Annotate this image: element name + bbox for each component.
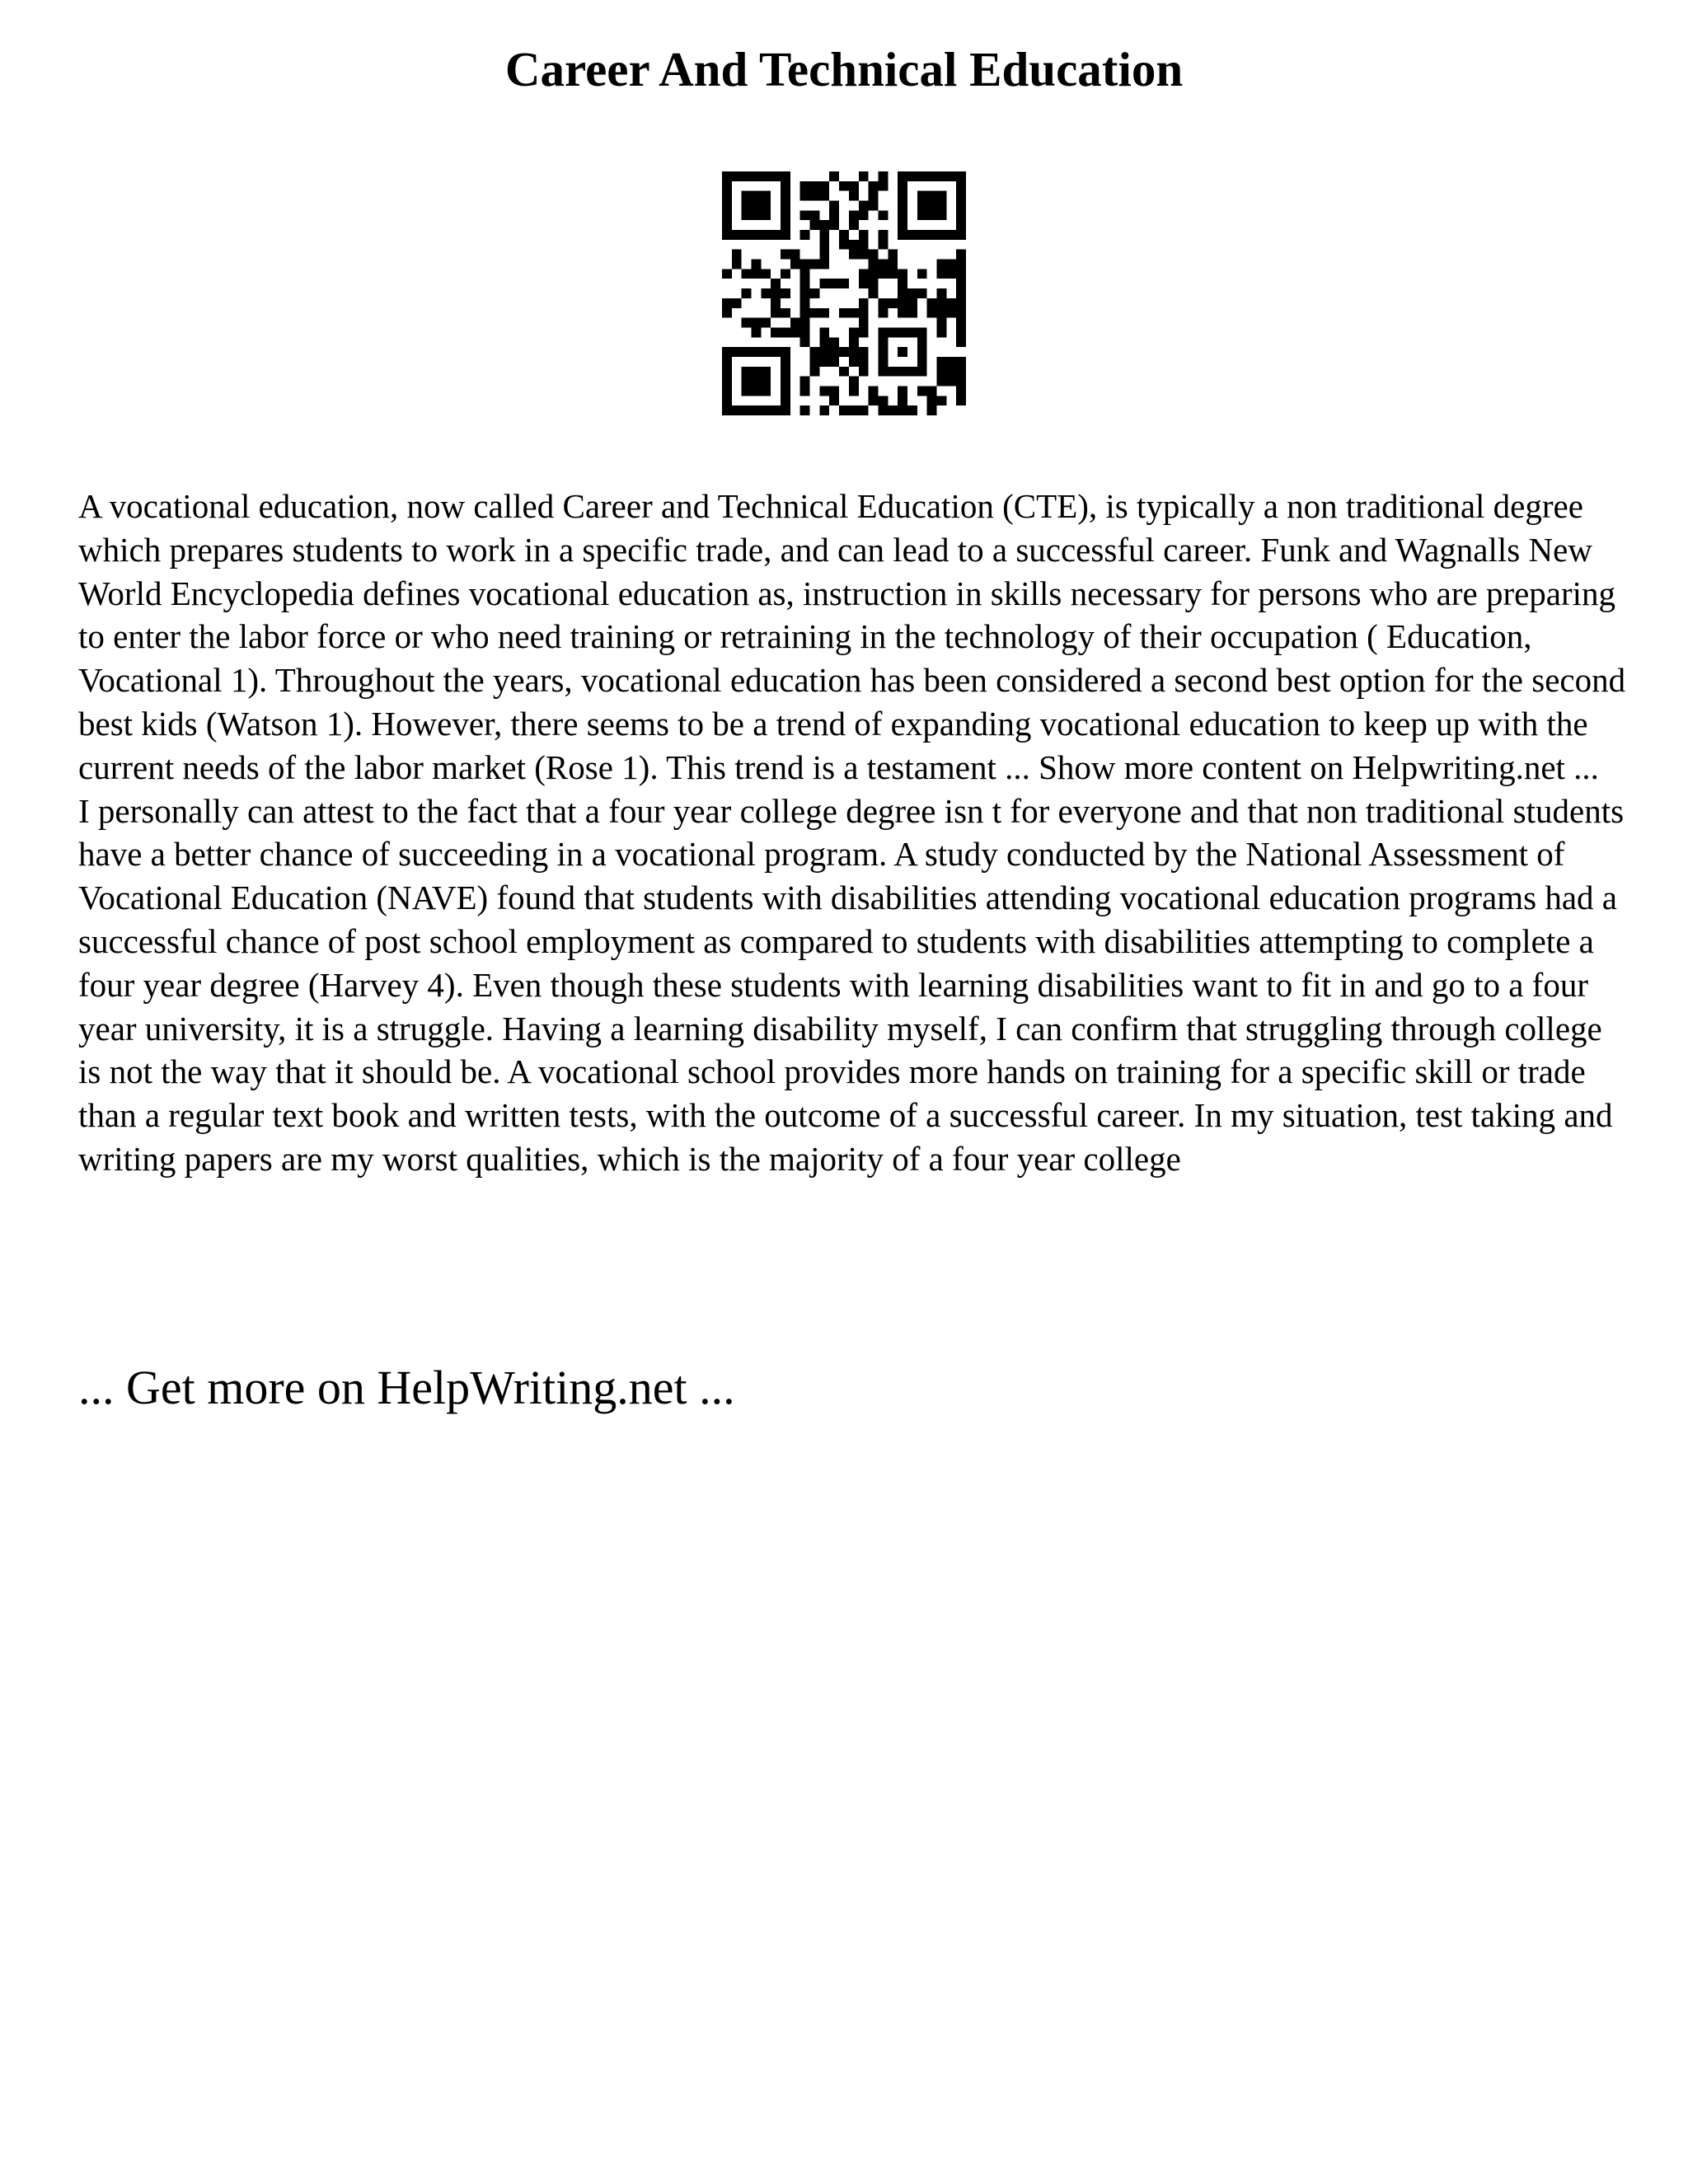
page-title: Career And Technical Education	[504, 42, 1184, 96]
qr-code-graphic	[722, 171, 966, 415]
paragraph-1: A vocational education, now called Career and Technical Education (CTE), is typically a non traditional degree which prepares students to work in a specific trade, and can lead to a successful career. Funk and Wagnalls New World Encyclopedia defines vocational education as, instruction in skills necessary for persons who are preparing to enter the labor force or who need training or retraining in the technology of their occupation ( Education, Vocational 1). Throughout the years, vocational education has been considered a second best option for the second best kids (Watson 1). However, there seems to be a trend of expanding vocational education to keep up with the current needs of the labor market (Rose 1). This trend is a testament ... Show more content on Helpwriting.net ...	[78, 487, 1626, 786]
qr-code-icon	[722, 171, 966, 415]
get-more-link[interactable]: ... Get more on HelpWriting.net ...	[78, 1361, 735, 1414]
body-text	[78, 485, 1628, 1181]
paragraph-2: I personally can attest to the fact that a four year college degree isn t for everyone and that non traditional students have a better chance of succeeding in a vocational program. A study conducted by the National Assessment of Vocational Education (NAVE) found that students with disabilities attending vocational education programs had a successful chance of post school employment as compared to students with disabilities attempting to complete a four year degree (Harvey 4). Even though these students with learning disabilities want to fit in and go to a four year university, it is a struggle. Having a learning disability myself, I can confirm that struggling through college is not the way that it should be. A vocational school provides more hands on training for a specific skill or trade than a regular text book and written tests, with the outcome of a successful career. In my situation, test taking and writing papers are my worst qualities, which is the majority of a four year college	[78, 791, 1625, 1178]
